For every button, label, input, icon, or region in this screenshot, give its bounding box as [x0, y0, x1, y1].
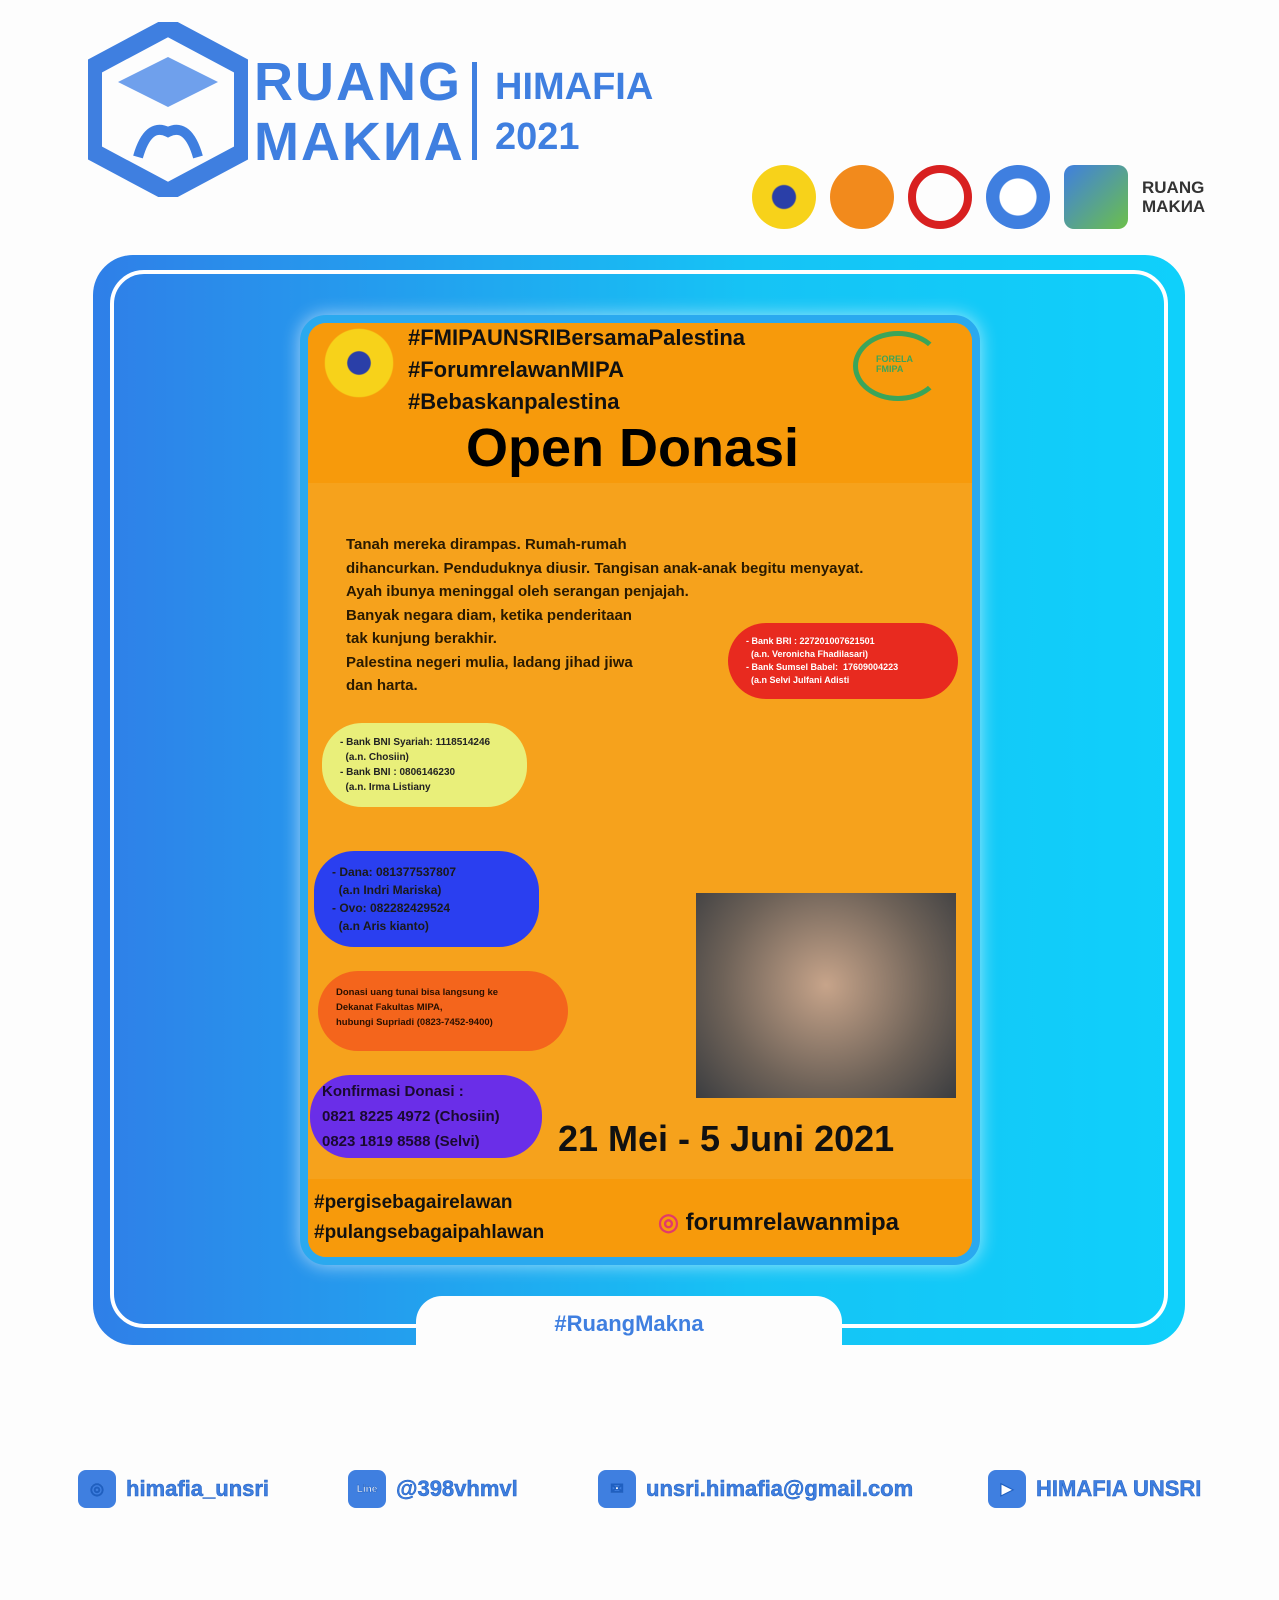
tagline: #RuangMakna [416, 1296, 842, 1356]
ewallet-info: - Dana: 081377537807 (a.n Indri Mariska) - Ovo: 082282429524 (a.n Aris kianto) [314, 851, 539, 947]
unsri-logo [752, 165, 816, 229]
cash-donation: Donasi uang tunai bisa langsung ke Dekanat Fakultas MIPA, hubungi Supriadi (0823-7452-9400) [318, 971, 568, 1051]
unsri-seal-icon [316, 327, 402, 399]
partner-logos [752, 165, 1205, 229]
youtube-icon: ▶ [988, 1470, 1026, 1508]
child-photo [696, 893, 956, 1098]
social-instagram[interactable]: ◎ himafia_unsri [78, 1470, 269, 1508]
instagram-icon: ◎ [658, 1209, 686, 1236]
line-icon: Line [348, 1470, 386, 1508]
mail-icon: ✉ [598, 1470, 636, 1508]
instagram-handle: ◎ forumrelawanmipa [658, 1209, 899, 1236]
divider [472, 62, 477, 160]
ruang-makna-small-text: RUANG MAKИA [1142, 178, 1206, 216]
footer-hashtag: #pergisebagairelawan [314, 1192, 513, 1213]
brand-name: RUANG MAKИA [254, 52, 465, 172]
hashtag: #Bebaskanpalestina [408, 389, 620, 414]
red-logo [908, 165, 972, 229]
footer-hashtag: #pulangsebagaipahlawan [314, 1222, 545, 1243]
bank-bri-sumsel: - Bank BRI : 227201007621501 (a.n. Veronicha Fhadilasari) - Bank Sumsel Babel: 17609004223 (a.n Selvi Julfani Adisti [728, 623, 958, 699]
instagram-icon: ◎ [78, 1470, 116, 1508]
fmipa-logo [830, 165, 894, 229]
org-title: HIMAFIA 2021 [495, 66, 654, 158]
event-date: 21 Mei - 5 Juni 2021 [558, 1118, 895, 1159]
hashtag: #FMIPAUNSRIBersamaPalestina [408, 325, 746, 350]
forela-logo: FORELA FMIPA [853, 331, 943, 401]
social-email[interactable]: ✉ unsri.himafia@gmail.com [598, 1470, 913, 1508]
ruang-makna-logo [88, 22, 248, 197]
donation-poster [300, 315, 980, 1265]
hashtag: #ForumrelawanMIPA [408, 357, 624, 382]
bank-bni: - Bank BNI Syariah: 1118514246 (a.n. Chosiin) - Bank BNI : 0806146230 (a.n. Irma Listiany [322, 723, 527, 807]
story-text: Tanah mereka dirampas. Rumah-rumah dihancurkan. Penduduknya diusir. Tangisan anak-anak begitu menyayat. Ayah ibunya meninggal oleh serangan penjajah. Banyak negara diam, ketika penderitaan tak kunjung berakhir. Palestina negeri mulia, ladang jihad jiwa dan harta. [346, 536, 864, 694]
poster-title: Open Donasi [466, 418, 800, 478]
confirm-donation: Konfirmasi Donasi : 0821 8225 4972 (Chosiin) 0823 1819 8588 (Selvi) [310, 1075, 542, 1158]
himafia-logo [986, 165, 1050, 229]
social-youtube[interactable]: ▶ HIMAFIA UNSRI [988, 1470, 1201, 1508]
social-line[interactable]: Line @398vhmvl [348, 1470, 518, 1508]
ruang-makna-small-logo [1064, 165, 1128, 229]
